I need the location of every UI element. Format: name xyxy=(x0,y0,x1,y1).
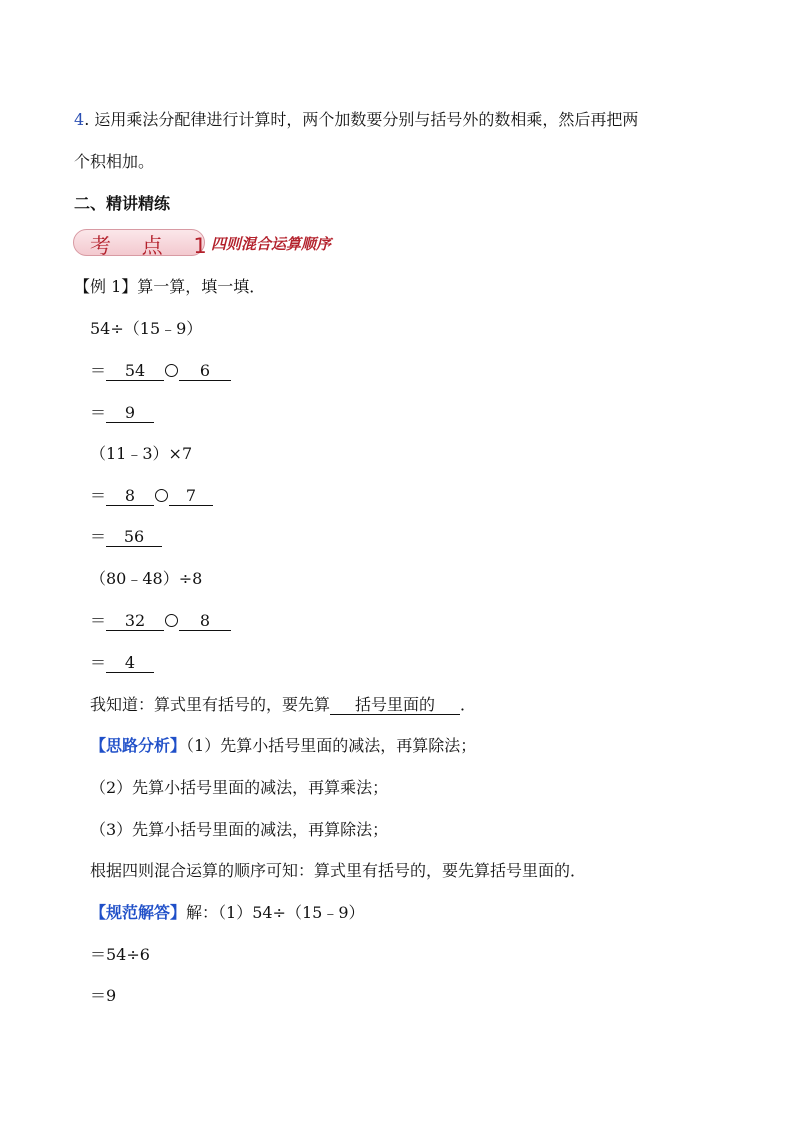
q1-result: ＝ 9 xyxy=(90,400,154,423)
analysis-tag: 【思路分析】 xyxy=(90,736,187,755)
q3-blank-b: 8 xyxy=(179,612,231,631)
solution-tag: 【规范解答】 xyxy=(90,903,187,922)
q2-step: ＝ 8 7 xyxy=(90,483,213,506)
operator-circle xyxy=(165,364,178,377)
know-blank: 括号里面的 xyxy=(330,696,460,715)
q1-expression: 54÷（15﹣9） xyxy=(90,319,203,338)
section-title: 二、精讲精练 xyxy=(74,194,171,213)
q1-blank-a: 54 xyxy=(106,362,164,381)
q1-blank-b: 6 xyxy=(179,362,231,381)
q3-blank-result: 4 xyxy=(106,654,154,673)
q2-blank-b: 7 xyxy=(169,487,213,506)
analysis-line-3: （3）先算小括号里面的减法，再算除法； xyxy=(90,820,389,839)
q2-result: ＝ 56 xyxy=(90,524,162,547)
q1-blank-result: 9 xyxy=(106,404,154,423)
badge-label: 考 点 1 xyxy=(90,234,219,258)
q2-expression: （11﹣3）×7 xyxy=(90,444,193,463)
analysis-line-2: （2）先算小括号里面的减法，再算乘法； xyxy=(90,778,389,797)
q2-blank-result: 56 xyxy=(106,528,162,547)
topic-title: 四则混合运算顺序 xyxy=(211,235,332,253)
q3-step: ＝ 32 8 xyxy=(90,608,231,631)
q2-blank-a: 8 xyxy=(106,487,154,506)
intro-line-1 xyxy=(74,107,638,130)
example-text: 算一算，填一填． xyxy=(137,277,266,296)
intro-text-1: . 运用乘法分配律进行计算时，两个加数要分别与括号外的数相乘，然后再把两 xyxy=(84,110,639,129)
solution-step-1: ＝54÷6 xyxy=(90,945,150,964)
intro-line-2: 个积相加。 xyxy=(74,152,155,171)
q3-result: ＝ 4 xyxy=(90,650,154,673)
example-header xyxy=(74,274,265,297)
item-number: 4 xyxy=(74,110,85,129)
operator-circle xyxy=(165,614,178,627)
q3-expression: （80﹣48）÷8 xyxy=(90,569,203,588)
q1-step: ＝ 54 6 xyxy=(90,358,231,381)
example-tag: 【例 1】 xyxy=(74,277,138,296)
solution-line-1: 【规范解答】解：（1）54÷（15﹣9） xyxy=(90,903,365,922)
know-line: 我知道：算式里有括号的，要先算 括号里面的 ． xyxy=(90,695,477,714)
q3-blank-a: 32 xyxy=(106,612,164,631)
analysis-line-4: 根据四则混合运算的顺序可知：算式里有括号的，要先算括号里面的． xyxy=(90,861,587,880)
solution-step-2: ＝9 xyxy=(90,986,117,1005)
operator-circle xyxy=(155,489,168,502)
analysis-line-1: 【思路分析】（1）先算小括号里面的减法，再算除法； xyxy=(90,736,477,755)
